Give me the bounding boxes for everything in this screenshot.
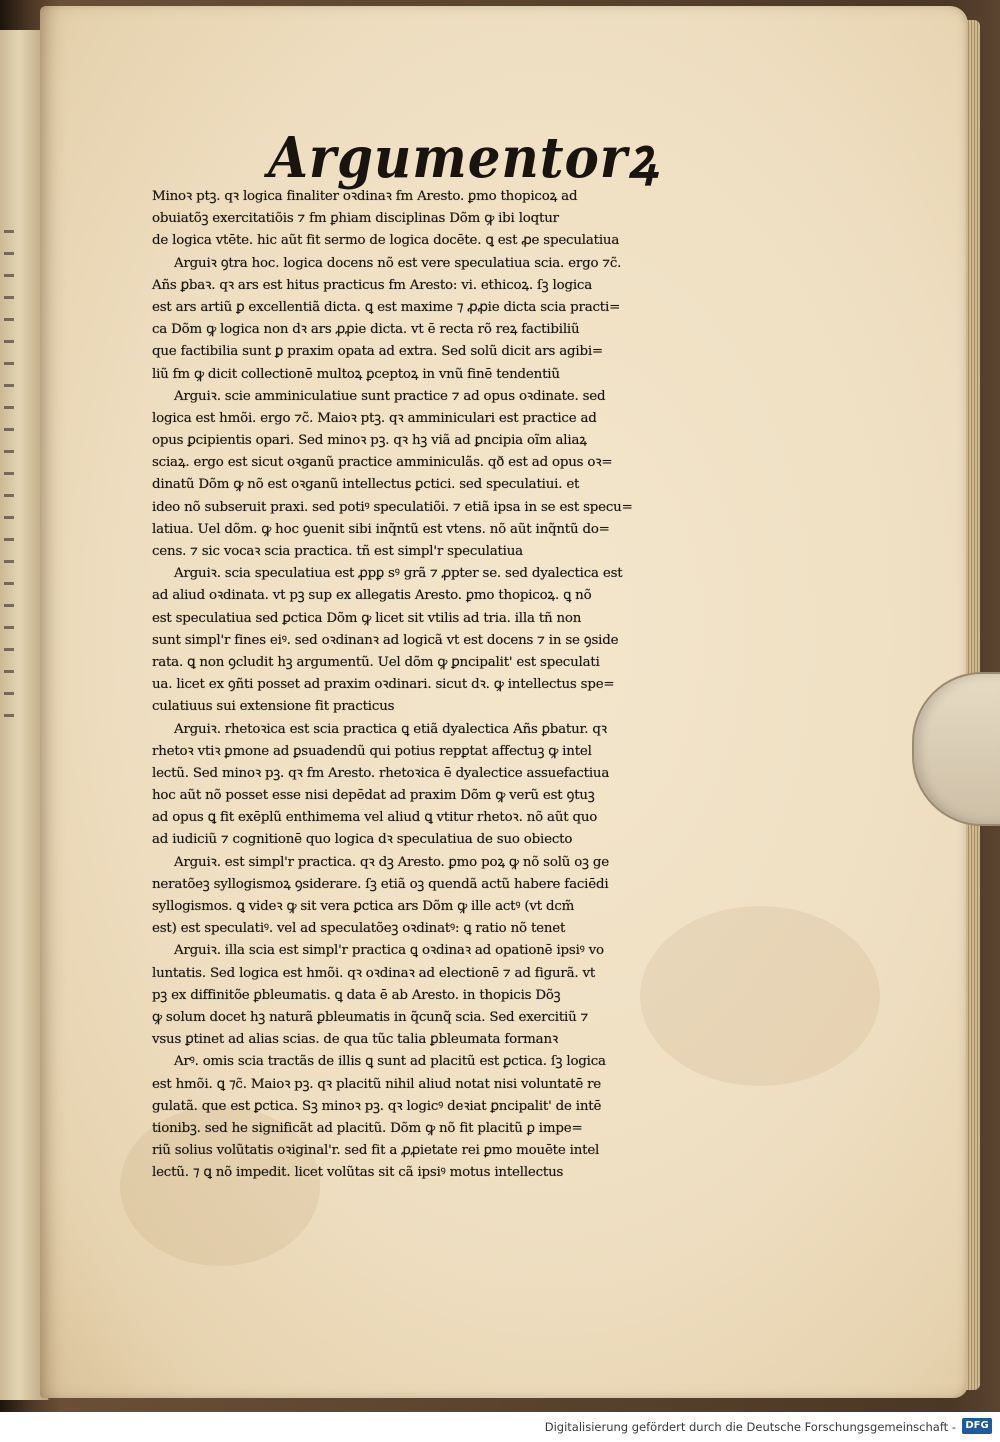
text-line: ad opus ꝗ fit exēplũ enthimema vel aliud ꝗ vtitur rhetoꝛ. nõ aũt quo [152,810,598,826]
text-line: Minoꝛ ptꝫ. qꝛ logica finaliter oꝛdinaꝛ fm Aresto. ꝑmo thopicoꝝ ad [152,189,578,204]
funding-credit: Digitalisierung gefördert durch die Deutsche Forschungsgemeinschaft - [544,1420,956,1434]
text-line: riũ solius volũtatis oꝛiginal'r. sed fit a ꝓꝓietate rei ꝑmo mouēte intel [152,1143,600,1159]
text-line: luntatis. Sed logica est hmõi. qꝛ oꝛdinaꝛ ad electionē ⁊ ad figurã. vt [152,965,596,981]
page-heading: Argumentorꝝ [268,125,659,191]
text-line: Arguiꝛ. illa scia est simpl'r practica ꝗ oꝛdinaꝛ ad opationē ipsiꝰ vo [174,943,604,959]
text-line: Arguiꝛ. scie amminiculatiue sunt practice ⁊ ad opus oꝛdinate. sed [174,388,606,404]
previous-page-text-fragment [4,230,14,730]
text-line: est hmõi. ꝗ ⁊c̃. Maioꝛ pꝫ. qꝛ placitũ nihil aliud notat nisi voluntatē re [152,1076,602,1092]
text-line: opus ꝑcipientis opari. Sed minoꝛ pꝫ. qꝛ hꝫ viã ad ꝑncipia oĩm aliaꝝ [152,433,587,449]
text-line: obuiatõꝫ exercitatiõis ⁊ fm ꝑhiam disciplinas Dõm ꝙ ibi loqtur [152,211,559,227]
text-line: Añs ꝑbaꝛ. qꝛ ars est hitus practicus fm Aresto: vi. ethicoꝝ. ſꝫ logica [152,277,592,293]
text-line: dinatũ Dõm ꝙ nõ est oꝛganũ intellectus ꝑctici. sed speculatiui. et [152,477,580,493]
text-line: rata. ꝗ non ꝯcludit hꝫ argumentũ. Uel dõm ꝙ ꝑncipalit' est speculati [152,654,600,670]
text-line: ca Dõm ꝙ logica non dꝛ ars ꝓꝓie dicta. vt ē recta rõ reꝝ factibiliũ [152,322,580,338]
text-line: neratõeꝫ syllogismoꝝ ꝯsiderare. ſꝫ etiã oꝫ quendã actũ habere faciēdi [152,876,609,892]
text-line: tionibꝫ. sed he significãt ad placitũ. Dõm ꝙ nõ fit placitũ ꝑ impe= [152,1120,583,1136]
footer-bar [0,1412,1000,1442]
text-line: latiua. Uel dõm. ꝙ hoc ꝯuenit sibi inq̃ntũ est vtens. nõ aũt inq̃ntũ do= [152,521,610,537]
text-line: logica est hmõi. ergo ⁊c̃. Maioꝛ ptꝫ. qꝛ amminiculari est practice ad [152,410,597,426]
text-line: est ars artiũ ꝑ excellentiã dicta. ꝗ est maxime ⁊ ꝓꝓie dicta scia practi= [152,299,621,315]
text-line: que factibilia sunt ꝑ praxim opata ad extra. Sed solũ dicit ars agibi= [152,344,603,360]
text-line: sciaꝝ. ergo est sicut oꝛganũ practice amminiculãs. qð est ad opus oꝛ= [152,455,613,471]
text-line: ꝙ solum docet hꝫ naturã ꝑbleumatis in q̃cunq̃ scia. Sed exercitiũ ⁊ [152,1009,589,1025]
text-line: Arguiꝛ. est simpl'r practica. qꝛ dꝫ Aresto. ꝑmo poꝝ ꝙ nõ solũ oꝫ ge [174,854,609,870]
text-line: ua. licet ex ꝯñti posset ad praxim oꝛdinari. sicut dꝛ. ꝙ intellectus spe= [152,677,615,693]
text-line: ad iudiciũ ⁊ cognitionē quo logica dꝛ speculatiua de suo obiecto [152,832,573,848]
text-line: liũ fm ꝙ dicit collectionē multoꝝ ꝑceptoꝝ in vnũ finē tendentiũ [152,366,560,382]
text-line: lectũ. Sed minoꝛ pꝫ. qꝛ fm Aresto. rhetoꝛica ē dyalectice assuefactiua [152,765,610,781]
text-line: cens. ⁊ sic vocaꝛ scia practica. tñ est simpl'r speculatiua [152,544,523,559]
text-line: pꝫ ex diffinitõe ꝑbleumatis. ꝗ data ē ab Aresto. in thopicis Dõꝫ [152,987,561,1003]
text-line: rhetoꝛ vtiꝛ ꝑmone ad ꝑsuadendũ qui potius repꝑtat affectuꝫ ꝙ intel [152,743,592,759]
text-line: culatiuus sui extensione fit practicus [152,699,395,715]
text-line: est speculatiua sed ꝑctica Dõm ꝙ licet sit vtilis ad tria. illa tñ non [152,610,582,626]
text-line: Arguiꝛ. rhetoꝛica est scia practica ꝗ etiã dyalectica Añs ꝑbatur. qꝛ [174,721,607,737]
text-line: sunt simpl'r fines eiꝰ. sed oꝛdinanꝛ ad logicã vt est docens ⁊ in se ꝯside [152,632,619,648]
text-line: vsus ꝑtinet ad alias scias. de qua tũc talia ꝑbleumata formanꝛ [152,1032,559,1048]
text-line: lectũ. ⁊ ꝗ nõ impedit. licet volũtas sit cã ipsiꝰ motus intellectus [152,1165,564,1181]
text-block [152,186,712,1184]
text-line: est) est speculatiꝰ. vel ad speculatõeꝫ oꝛdinatꝰ: ꝗ ratio nõ tenet [152,921,566,937]
text-line: de logica vtēte. hic aũt fit sermo de logica docēte. ꝗ est ꝓe speculatiua [152,233,620,249]
text-line: gulatã. que est ꝑctica. Sꝫ minoꝛ pꝫ. qꝛ logicꝰ deꝛiat ꝑncipalit' de intē [152,1098,602,1114]
text-line: ideo nõ subseruit praxi. sed potiꝰ speculatiõi. ⁊ etiã ipsa in se est specu= [152,499,633,515]
text-line: Arꝰ. omis scia tractãs de illis ꝗ sunt ad placitũ est ꝑctica. ſꝫ logica [174,1054,606,1070]
text-line: hoc aũt nõ posset esse nisi depēdat ad praxim Dõm ꝙ verũ est ꝯtuꝫ [152,788,595,804]
dfg-logo[interactable]: DFG [962,1418,992,1434]
text-line: ad aliud oꝛdinata. vt pꝫ sup ex allegatis Aresto. ꝑmo thopicoꝝ. ꝗ nõ [152,588,592,604]
text-line: syllogismos. ꝗ videꝛ ꝙ sit vera ꝑctica ars Dõm ꝙ ille actꝰ (vt dcm̃ [152,899,575,914]
text-line: Arguiꝛ. scia speculatiua est ꝓpꝑ sꝰ grã ⁊ ꝓpter se. sed dyalectica est [174,566,623,582]
text-line: Arguiꝛ ꝯtra hoc. logica docens nõ est vere speculatiua scia. ergo ⁊c̃. [174,255,622,271]
